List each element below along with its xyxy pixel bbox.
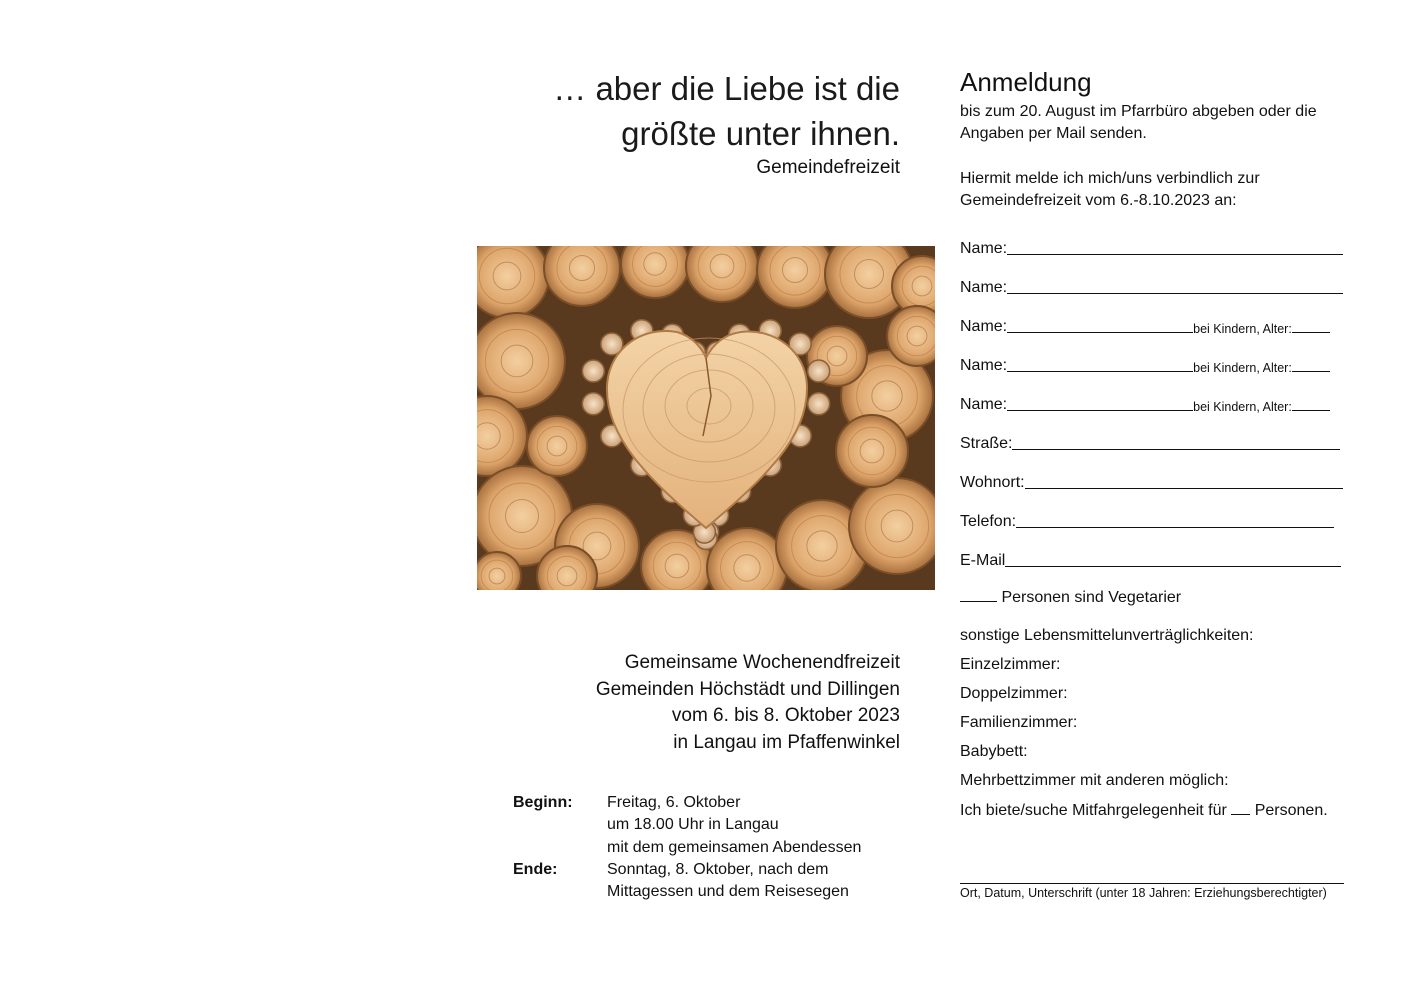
event-info: [596, 650, 900, 756]
headline-line-2: größte unter ihnen.: [621, 115, 900, 152]
info-line-2: Gemeinden Höchstädt und Dillingen: [595, 678, 900, 700]
schedule-end-row-2: [513, 881, 861, 903]
name-label: Name:: [960, 357, 1008, 374]
street-label: Straße:: [960, 435, 1013, 452]
form-title: Anmeldung: [960, 67, 1092, 97]
begin-line-2: um 18.00 Uhr in Langau: [607, 816, 779, 834]
spacer: [513, 814, 607, 836]
child-age-label: bei Kindern, Alter:: [1193, 361, 1292, 375]
name-label: Name:: [960, 396, 1008, 413]
name-field-1[interactable]: [960, 232, 1343, 258]
vegetarian-text: Personen sind Vegetarier: [1001, 589, 1182, 606]
vegetarian-count-line[interactable]: [960, 587, 997, 602]
carpool-count-line[interactable]: [1231, 800, 1250, 815]
form-declaration: [960, 168, 1260, 213]
schedule-begin-row: [513, 792, 861, 814]
spacer: [513, 881, 607, 903]
child-age-input-line[interactable]: [1292, 332, 1330, 333]
street-input-line[interactable]: [1012, 449, 1340, 450]
declaration-line-2: Gemeindefreizeit vom 6.-8.10.2023 an:: [960, 192, 1237, 210]
schedule: [513, 792, 861, 903]
phone-input-line[interactable]: [1016, 527, 1334, 528]
log-end: [527, 416, 587, 476]
end-label: Ende:: [513, 860, 558, 878]
family-room-label: Familienzimmer:: [960, 714, 1078, 731]
heart-logs-photo: [477, 246, 935, 590]
form-intro: [960, 101, 1317, 146]
log-end: [477, 313, 565, 409]
spacer: [513, 837, 607, 859]
schedule-end-row: [513, 859, 861, 881]
intro-line-1: bis zum 20. August im Pfarrbüro abgeben oder die: [960, 103, 1317, 120]
heart-logs-illustration: [477, 246, 935, 590]
name-label: Name:: [960, 240, 1008, 257]
single-room-label: Einzelzimmer:: [960, 656, 1061, 673]
headline-line-1: … aber die Liebe ist die: [553, 70, 900, 107]
log-end: [887, 306, 935, 366]
begin-line-1: Freitag, 6. Oktober: [607, 794, 741, 811]
name-input-line[interactable]: [1007, 254, 1343, 255]
carpool-suffix: Personen.: [1254, 802, 1328, 819]
info-line-3: vom 6. bis 8. Oktober 2023: [671, 705, 900, 726]
child-age-label: bei Kindern, Alter:: [1193, 400, 1292, 414]
name-field-5[interactable]: [960, 388, 1330, 414]
name-label: Name:: [960, 318, 1008, 335]
end-line-2: Mittagessen und dem Reisesegen: [607, 883, 849, 901]
signature-line[interactable]: [960, 883, 1344, 884]
carpool-row[interactable]: [960, 800, 1328, 821]
headline: [553, 66, 900, 156]
intro-line-2: Angaben per Mail senden.: [960, 125, 1147, 143]
intolerances-label: sonstige Lebensmittelunverträglichkeiten:: [960, 627, 1254, 644]
info-line-4: in Langau im Pfaffenwinkel: [673, 731, 900, 753]
city-label: Wohnort:: [960, 474, 1025, 491]
street-field[interactable]: [960, 427, 1340, 453]
name-field-3[interactable]: [960, 310, 1330, 336]
carpool-prefix: Ich biete/suche Mitfahrgelegenheit für: [960, 802, 1227, 819]
shared-room-label: Mehrbettzimmer mit anderen möglich:: [960, 772, 1229, 789]
vegetarian-row[interactable]: [960, 587, 1181, 608]
double-room-label: Doppelzimmer:: [960, 685, 1068, 702]
begin-line-3: mit dem gemeinsamen Abendessen: [607, 838, 862, 856]
small-log-end: [582, 360, 604, 382]
name-input-line[interactable]: [1007, 371, 1193, 372]
name-input-line[interactable]: [1007, 293, 1343, 294]
email-field[interactable]: [960, 544, 1341, 570]
subtitle: Gemeindefreizeit: [756, 157, 900, 178]
log-end: [849, 478, 935, 574]
name-input-line[interactable]: [1007, 410, 1193, 411]
signature-caption: Ort, Datum, Unterschrift (unter 18 Jahren: Erziehungsberechtigter): [960, 886, 1327, 900]
city-field[interactable]: [960, 466, 1343, 492]
small-log-end: [808, 360, 830, 382]
schedule-begin-row-3: [513, 837, 861, 859]
name-field-4[interactable]: [960, 349, 1330, 375]
name-input-line[interactable]: [1007, 332, 1193, 333]
child-age-label: bei Kindern, Alter:: [1193, 322, 1292, 336]
child-age-input-line[interactable]: [1292, 371, 1330, 372]
schedule-begin-row-2: [513, 814, 861, 836]
name-field-2[interactable]: [960, 271, 1343, 297]
log-end: [836, 415, 908, 487]
email-input-line[interactable]: [1005, 566, 1341, 567]
phone-field[interactable]: [960, 505, 1334, 531]
begin-label: Beginn:: [513, 794, 573, 811]
small-log-end: [582, 393, 604, 415]
phone-label: Telefon:: [960, 513, 1017, 530]
child-age-input-line[interactable]: [1292, 410, 1330, 411]
small-log-end: [808, 393, 830, 415]
end-line-1: Sonntag, 8. Oktober, nach dem: [607, 860, 829, 878]
declaration-line-1: Hiermit melde ich mich/uns verbindlich zur: [960, 170, 1260, 187]
info-line-1: Gemeinsame Wochenendfreizeit: [624, 652, 900, 673]
email-label: E-Mail: [960, 552, 1006, 569]
name-label: Name:: [960, 279, 1008, 296]
city-input-line[interactable]: [1025, 488, 1343, 489]
baby-bed-label: Babybett:: [960, 743, 1028, 760]
